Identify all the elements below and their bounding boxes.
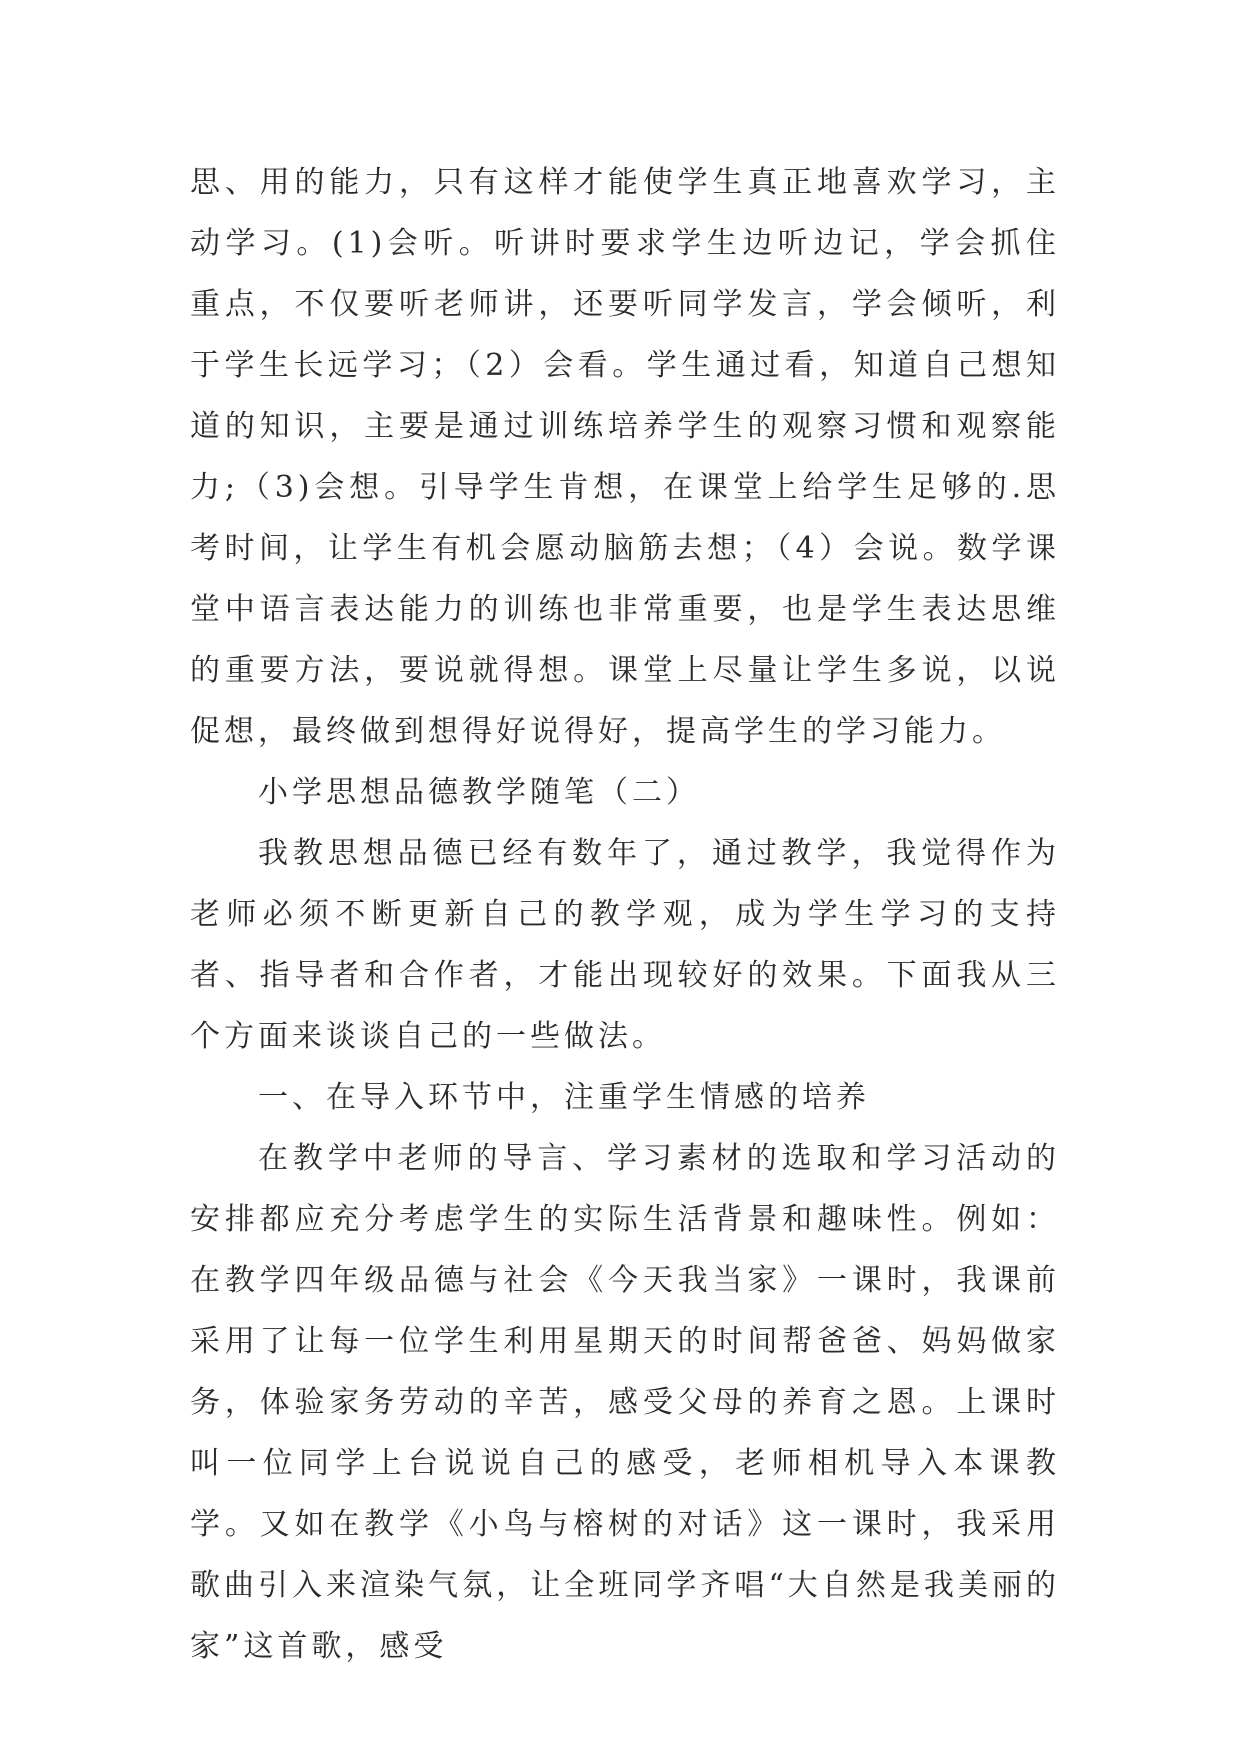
article-title: 小学思想品德教学随笔（二） [258,775,700,810]
section-heading-1: 一、在导入环节中，注重学生情感的培养 [258,1080,870,1115]
paragraph-introduction: 我教思想品德已经有数年了，通过教学，我觉得作为老师必须不断更新自己的教学观，成为学生学习的支持者、指导者和合作者，才能出现较好的效果。下面我从三个方面来谈谈自己的一些做法。 [190,836,1060,1054]
paragraph-learning-abilities: 思、用的能力，只有这样才能使学生真正地喜欢学习，主动学习。(1)会听。听讲时要求学生边听边记，学会抓住重点，不仅要听老师讲，还要听同学发言，学会倾听，利于学生长远学习；（2）会看。学生通过看，知道自己想知道的知识，主要是通过训练培养学生的观察习惯和观察能力;（3)会想。引导学生肯想，在课堂上给学生足够的.思考时间，让学生有机会愿动脑筋去想；（4）会说。数学课堂中语言表达能力的训练也非常重要，也是学生表达思维的重要方法，要说就得想。课堂上尽量让学生多说，以说促想，最终做到想得好说得好，提高学生的学习能力。 [190,165,1060,749]
paragraph-section-1: 在教学中老师的导言、学习素材的选取和学习活动的安排都应充分考虑学生的实际生活背景和趣味性。例如：在教学四年级品德与社会《今天我当家》一课时，我课前采用了让每一位学生利用星期天的时间帮爸爸、妈妈做家务，体验家务劳动的辛苦，感受父母的养育之恩。上课时叫一位同学上台说说自己的感受，老师相机导入本课教学。又如在教学《小鸟与榕树的对话》这一课时，我采用歌曲引入来渲染气氛，让全班同学齐唱“大自然是我美丽的家”这首歌，感受 [190,1141,1060,1664]
document-body [190,152,1060,1677]
